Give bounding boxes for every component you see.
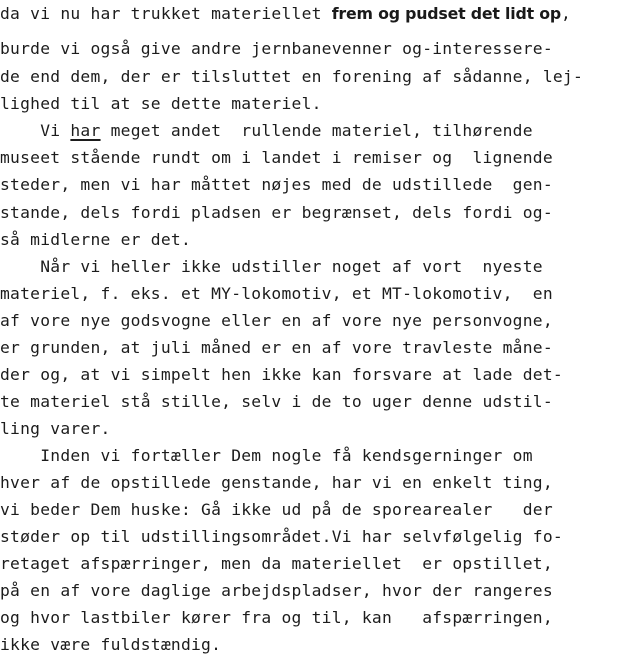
- underlined-word: har: [70, 121, 101, 140]
- line-text: steder, men vi har måttet nøjes med de udstillede gen-: [0, 175, 553, 194]
- line-text: da vi nu har trukket materiellet: [0, 4, 332, 23]
- line-text: støder op til udstillingsområdet.Vi har selvfølgelig fo-: [0, 527, 563, 546]
- text-line: [0, 581, 553, 601]
- line-text: ,: [560, 4, 572, 23]
- text-line: [0, 338, 553, 358]
- text-line: [0, 94, 322, 114]
- inserted-text: frem og pudset det lidt op: [331, 4, 561, 23]
- text-line: [0, 121, 533, 141]
- text-line: [0, 473, 553, 493]
- text-line: [0, 67, 583, 87]
- line-text: er grunden, at juli måned er en af vore travleste måne-: [0, 338, 553, 357]
- text-line: [0, 284, 553, 304]
- line-text: lighed til at se dette materiel.: [0, 94, 322, 113]
- text-line: [0, 4, 571, 24]
- line-text: af vore nye godsvogne eller en af vore nye personvogne,: [0, 311, 553, 330]
- text-line: [0, 527, 563, 547]
- text-line: [0, 39, 553, 59]
- line-text: så midlerne er det.: [0, 230, 191, 249]
- text-line: [0, 446, 533, 466]
- text-line: [0, 500, 553, 520]
- line-text: de end dem, der er tilsluttet en forening af sådanne, lej-: [0, 67, 584, 86]
- line-text: Vi: [0, 121, 71, 140]
- line-text: hver af de opstillede genstande, har vi en enkelt ting,: [0, 473, 553, 492]
- line-text: retaget afspærringer, men da materiellet er opstillet,: [0, 554, 553, 573]
- text-line: [0, 203, 553, 223]
- text-line: [0, 635, 221, 655]
- text-line: [0, 554, 553, 574]
- line-text: ikke være fuldstændig.: [0, 635, 222, 654]
- line-text: der og, at vi simpelt hen ikke kan forsvare at lade det-: [0, 365, 563, 384]
- line-text: te materiel stå stille, selv i de to uger denne udstil-: [0, 392, 553, 411]
- line-text: Inden vi fortæller Dem nogle få kendsgerninger om: [0, 446, 533, 465]
- text-line: [0, 148, 553, 168]
- line-text: burde vi også give andre jernbanevenner og-interessere-: [0, 39, 553, 58]
- line-text: ling varer.: [0, 419, 111, 438]
- text-line: [0, 365, 563, 385]
- text-line: [0, 175, 553, 195]
- line-text: meget andet rullende materiel, tilhørende: [100, 121, 533, 140]
- line-text: stande, dels fordi pladsen er begrænset, dels fordi og-: [0, 203, 553, 222]
- line-text: Når vi heller ikke udstiller noget af vort nyeste: [0, 257, 543, 276]
- line-text: på en af vore daglige arbejdspladser, hvor der rangeres: [0, 581, 553, 600]
- text-line: [0, 608, 553, 628]
- line-text: vi beder Dem huske: Gå ikke ud på de sporearealer der: [0, 500, 553, 519]
- line-text: materiel, f. eks. et MY-lokomotiv, et MT-lokomotiv, en: [0, 284, 553, 303]
- text-line: [0, 257, 543, 277]
- text-line: [0, 230, 191, 250]
- text-line: [0, 419, 111, 439]
- line-text: museet stående rundt om i landet i remiser og lignende: [0, 148, 553, 167]
- text-line: [0, 392, 553, 412]
- text-line: [0, 311, 553, 331]
- line-text: og hvor lastbiler kører fra og til, kan afspærringen,: [0, 608, 553, 627]
